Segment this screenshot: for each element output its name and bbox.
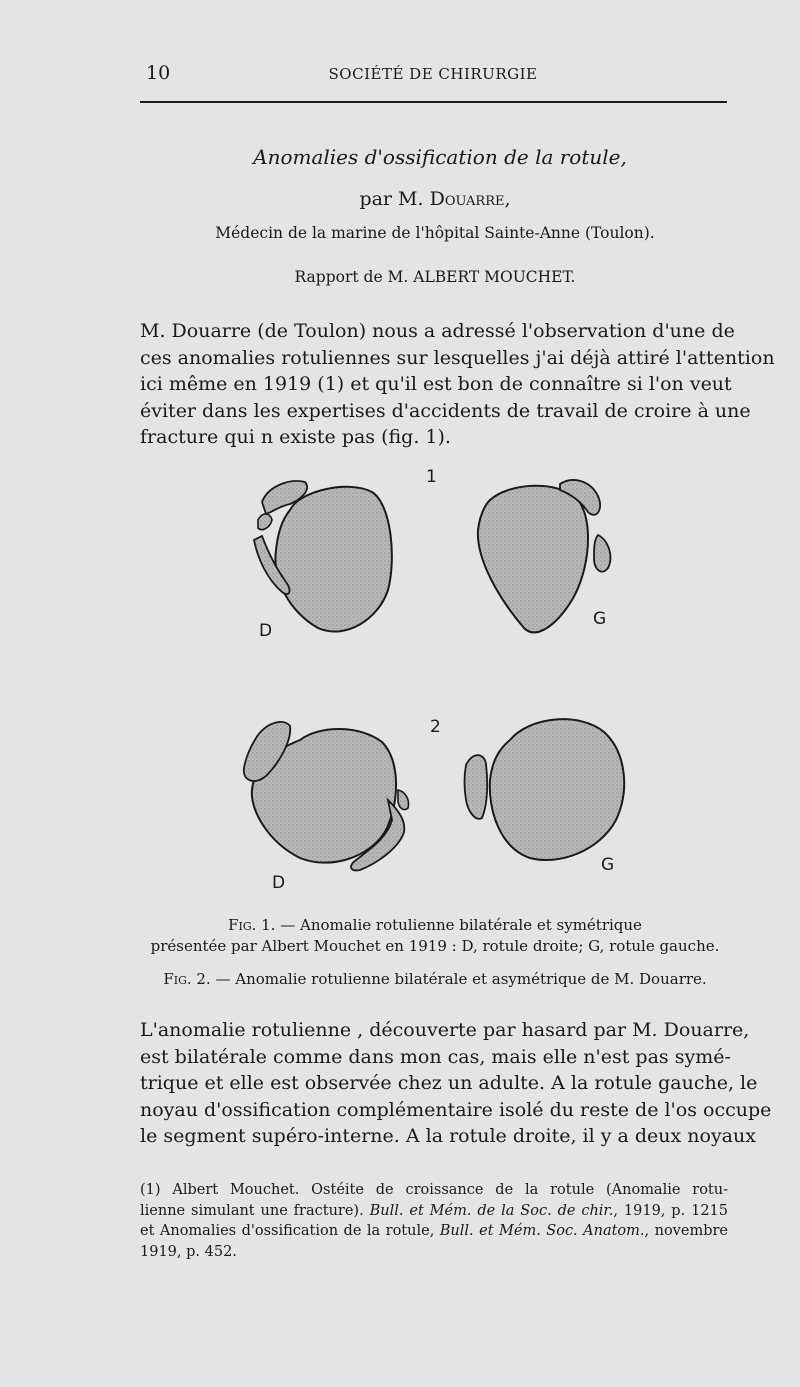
paragraph-line: le segment supéro-interne. A la rotule droite, il y a deux noyaux xyxy=(140,1125,756,1147)
footnote-text: et Anomalies d'ossification de la rotule, xyxy=(140,1223,440,1239)
footnote-text: , novembre xyxy=(644,1223,728,1239)
caption-line: présentée par Albert Mouchet en 1919 : D, rotule droite; G, rotule gauche. xyxy=(150,937,720,955)
paragraph-line: noyau d'ossification complémentaire isolé du reste de l'os occupe xyxy=(140,1098,772,1121)
paragraph-line: ici même en 1919 (1) et qu'il est bon de connaître si l'on veut xyxy=(140,373,732,395)
paragraph-line: ces anomalies rotuliennes sur lesquelles j'ai déjà attiré l'attention xyxy=(140,346,775,369)
footnote xyxy=(140,1180,728,1262)
paragraph-line: éviter dans les expertises d'accidents de travail de croire à une xyxy=(140,399,751,422)
caption-line xyxy=(140,915,730,936)
header-rule xyxy=(140,101,727,103)
fig2-label-d: D xyxy=(272,873,286,893)
fig1-right-patella xyxy=(254,481,392,632)
article-title: Anomalies d'ossification de la rotule, xyxy=(253,145,627,169)
figure-1-caption xyxy=(140,915,730,957)
caption-text: — Anomalie rotulienne bilatérale et symétrique xyxy=(275,916,642,934)
paragraph-line: M. Douarre (de Toulon) nous a adressé l'observation d'une de xyxy=(140,320,735,342)
caption-prefix: Fig. 1. xyxy=(228,916,276,934)
page-number: 10 xyxy=(146,62,171,84)
paragraph-line: fracture qui n existe pas (fig. 1). xyxy=(140,426,451,448)
caption-text: — Anomalie rotulienne bilatérale et asymétrique de M. Douarre. xyxy=(210,970,707,988)
paragraph-2 xyxy=(140,1017,772,1150)
running-head: SOCIÉTÉ DE CHIRURGIE xyxy=(328,65,538,83)
footnote-text: lienne simulant une fracture). xyxy=(140,1202,370,1219)
fig1-left-patella xyxy=(478,480,611,632)
footnote-line: 1919, p. 452. xyxy=(140,1243,237,1260)
fig1-label-g: G xyxy=(593,609,607,629)
page-header xyxy=(138,62,728,88)
footnote-text: , 1919, p. 1215 xyxy=(613,1202,728,1219)
fig1-label-d: D xyxy=(259,621,273,641)
figure-1-label: 1 xyxy=(426,467,437,487)
author-name: Douarre, xyxy=(429,188,511,210)
caption-prefix: Fig. 2. xyxy=(163,970,211,988)
fig2-label-g: G xyxy=(601,855,615,875)
paragraph-1 xyxy=(140,318,775,451)
author-affiliation: Médecin de la marine de l'hôpital Sainte-Anne (Toulon). xyxy=(215,224,655,242)
figure-2-label: 2 xyxy=(430,717,441,737)
fig2-right-patella xyxy=(244,722,409,871)
author-line xyxy=(0,188,800,210)
patella-figure xyxy=(230,460,650,905)
footnote-citation: Bull. et Mém. de la Soc. de chir. xyxy=(369,1202,614,1219)
figure-2-caption xyxy=(140,969,730,990)
footnote-line xyxy=(140,1201,728,1222)
footnote-citation: Bull. et Mém. Soc. Anatom. xyxy=(439,1223,645,1239)
footnote-line: (1) Albert Mouchet. Ostéite de croissance de la rotule (Anomalie rotu- xyxy=(140,1182,728,1198)
report-line: Rapport de M. ALBERT MOUCHET. xyxy=(294,268,576,286)
paragraph-line: trique et elle est observée chez un adulte. A la rotule gauche, le xyxy=(140,1072,758,1094)
fig2-left-patella xyxy=(465,719,625,860)
author-prefix: par M. xyxy=(359,188,430,210)
footnote-line xyxy=(140,1221,728,1242)
paragraph-line: est bilatérale comme dans mon cas, mais elle n'est pas symé- xyxy=(140,1045,731,1068)
paragraph-line: L'anomalie rotulienne , découverte par hasard par M. Douarre, xyxy=(140,1019,750,1041)
